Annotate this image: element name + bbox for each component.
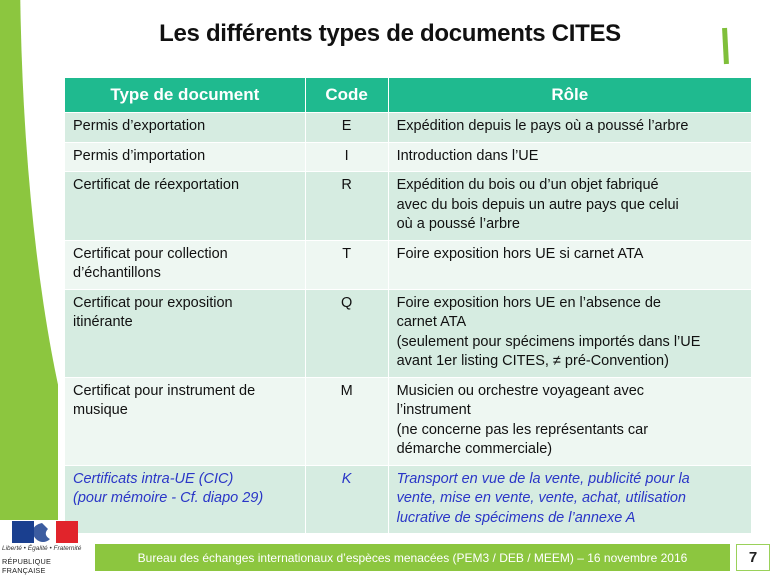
header-role: Rôle xyxy=(388,78,751,113)
footer-text: Bureau des échanges internationaux d’espèces menacées (PEM3 / DEB / MEEM) – 16 novembre 2016 xyxy=(137,550,688,565)
table-row xyxy=(65,240,752,289)
cell-code: T xyxy=(305,240,388,289)
cell-role: Introduction dans l’UE xyxy=(388,142,751,172)
table-row xyxy=(65,113,752,143)
table-row xyxy=(65,377,752,465)
cell-code: M xyxy=(305,377,388,465)
table-row xyxy=(65,172,752,241)
cell-type: Certificat pour collection d’échantillons xyxy=(65,240,306,289)
table-row xyxy=(65,142,752,172)
cell-role: Transport en vue de la vente, publicité pour la vente, mise en vente, vente, achat, utilisation lucrative de spécimens de l’annexe A xyxy=(388,465,751,534)
table-header-row xyxy=(65,78,752,113)
cell-code: K xyxy=(305,465,388,534)
table-row xyxy=(65,465,752,534)
cell-code: E xyxy=(305,113,388,143)
cell-type: Certificat pour instrument de musique xyxy=(65,377,306,465)
slide-title: Les différents types de documents CITES xyxy=(159,20,621,47)
cell-code: R xyxy=(305,172,388,241)
cell-role: Foire exposition hors UE si carnet ATA xyxy=(388,240,751,289)
header-code: Code xyxy=(305,78,388,113)
logo-motto: Liberté • Égalité • Fraternité xyxy=(2,545,82,552)
cell-type: Certificat pour exposition itinérante xyxy=(65,289,306,377)
cell-role: Expédition depuis le pays où a poussé l’arbre xyxy=(388,113,751,143)
cell-code: I xyxy=(305,142,388,172)
footer-banner xyxy=(95,544,730,571)
cell-type: Permis d’exportation xyxy=(65,113,306,143)
marianne-flag-icon xyxy=(2,519,92,545)
cell-role: Expédition du bois ou d’un objet fabriqué avec du bois depuis un autre pays que celui où a poussé l’arbre xyxy=(388,172,751,241)
table-row xyxy=(65,289,752,377)
republique-francaise-logo xyxy=(2,519,92,575)
cell-type: Certificat de réexportation xyxy=(65,172,306,241)
page-number: 7 xyxy=(736,544,770,571)
cell-code: Q xyxy=(305,289,388,377)
cell-role: Musicien ou orchestre voyageant avec l’instrument (ne concerne pas les représentants car démarche commerciale) xyxy=(388,377,751,465)
cell-role: Foire exposition hors UE en l’absence de carnet ATA (seulement pour spécimens importés dans l’UE avant 1er listing CITES, ≠ pré-Convention) xyxy=(388,289,751,377)
cell-type: Certificats intra-UE (CIC) (pour mémoire - Cf. diapo 29) xyxy=(65,465,306,534)
cell-type: Permis d’importation xyxy=(65,142,306,172)
logo-republic: RÉPUBLIQUE FRANÇAISE xyxy=(2,557,52,575)
header-type: Type de document xyxy=(65,78,306,113)
cites-documents-table xyxy=(64,77,752,534)
